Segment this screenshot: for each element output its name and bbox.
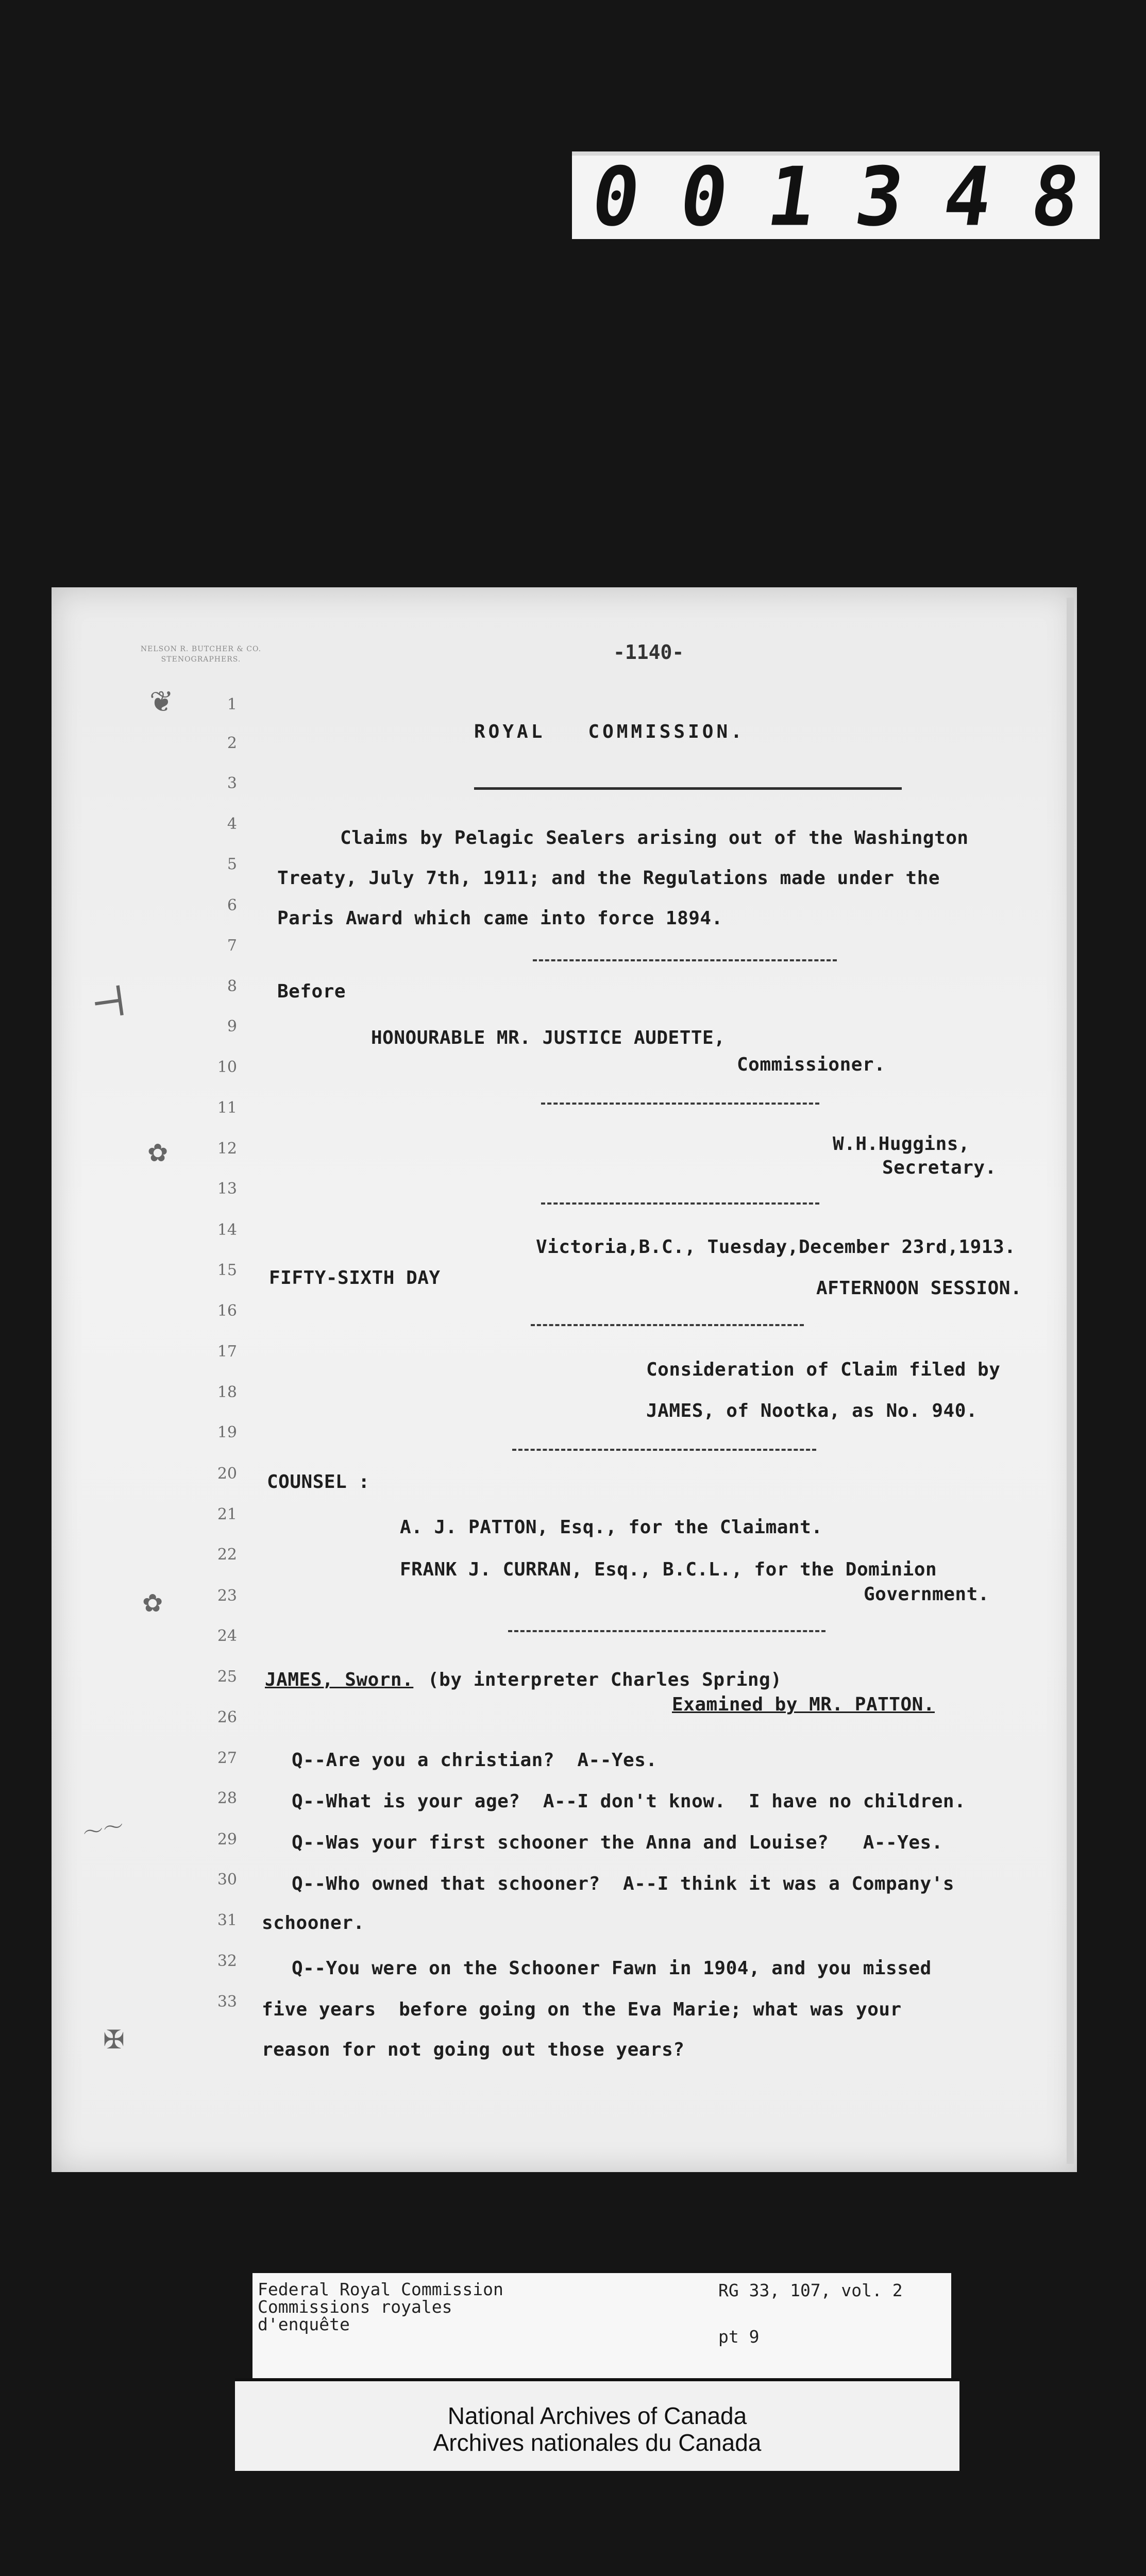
frame-digit: 1 xyxy=(762,150,822,245)
line-number: 23 xyxy=(217,1587,237,1605)
title-rule xyxy=(474,787,902,790)
before-label: Before xyxy=(277,981,346,1002)
margin-mark: ⊣ xyxy=(87,976,129,1029)
line-number: 27 xyxy=(217,1749,237,1767)
qa-line: schooner. xyxy=(262,1912,365,1934)
line-number: 9 xyxy=(227,1018,237,1036)
line-number: 26 xyxy=(217,1708,237,1726)
line-number: 1 xyxy=(227,696,237,714)
line-number: 30 xyxy=(217,1871,237,1889)
margin-mark: 〜〜 xyxy=(80,1814,126,1846)
archive-part: pt 9 xyxy=(718,2327,760,2347)
line-number: 24 xyxy=(217,1627,237,1645)
intro-line: Paris Award which came into force 1894. xyxy=(277,908,723,929)
page-number: -1140- xyxy=(613,641,684,664)
intro-line: Claims by Pelagic Sealers arising out of the Washington xyxy=(340,827,969,849)
counsel-entry: FRANK J. CURRAN, Esq., B.C.L., for the Dominion xyxy=(400,1559,937,1580)
line-number: 29 xyxy=(217,1831,237,1849)
qa-line: reason for not going out those years? xyxy=(262,2039,685,2060)
line-number: 31 xyxy=(217,1911,237,1929)
line-number: 14 xyxy=(217,1221,237,1239)
line-number: 10 xyxy=(217,1058,237,1076)
qa-line: Q--You were on the Schooner Fawn in 1904, and you missed xyxy=(292,1958,932,1979)
qa-line: Q--Was your first schooner the Anna and Louise? A--Yes. xyxy=(292,1832,943,1853)
line-number: 19 xyxy=(217,1423,237,1442)
line-number: 15 xyxy=(217,1261,237,1279)
counsel-heading: COUNSEL : xyxy=(267,1471,370,1493)
qa-line: Q--What is your age? A--I don't know. I have no children. xyxy=(292,1791,966,1812)
margin-mark: ✠ xyxy=(103,2025,125,2055)
qa-line: five years before going on the Eva Marie; what was your xyxy=(262,1999,902,2020)
line-number: 21 xyxy=(217,1505,237,1523)
margin-mark: ✿ xyxy=(142,1589,163,1618)
letterhead-line: STENOGRAPHERS. xyxy=(161,655,241,664)
line-number: 25 xyxy=(217,1668,237,1686)
session-day: FIFTY-SIXTH DAY xyxy=(269,1267,441,1289)
frame-digit: 8 xyxy=(1025,150,1086,245)
session-type: AFTERNOON SESSION. xyxy=(816,1278,1022,1299)
line-number: 20 xyxy=(217,1465,237,1483)
document-title: ROYAL COMMISSION. xyxy=(474,721,745,742)
section-rule xyxy=(533,959,837,961)
margin-mark: ❦ xyxy=(149,685,174,719)
frame-digit: 0 xyxy=(586,150,646,245)
archive-reference: RG 33, 107, vol. 2 xyxy=(718,2280,903,2300)
line-number: 6 xyxy=(227,896,237,914)
intro-line: Treaty, July 7th, 1911; and the Regulations made under the xyxy=(277,868,940,889)
archive-reference-label xyxy=(252,2273,951,2378)
line-number: 4 xyxy=(227,815,237,833)
claim-line: Consideration of Claim filed by xyxy=(646,1359,1001,1380)
letterhead-line: NELSON R. BUTCHER & CO. xyxy=(140,645,262,653)
qa-line: Q--Are you a christian? A--Yes. xyxy=(292,1750,658,1771)
page-edge xyxy=(1067,598,1074,2164)
archive-series-fr-2: d'enquête xyxy=(258,2314,350,2334)
examined-by: Examined by MR. PATTON. xyxy=(672,1694,935,1715)
line-number: 2 xyxy=(227,734,237,752)
line-number: 3 xyxy=(227,774,237,792)
secretary-name: W.H.Huggins, xyxy=(833,1133,970,1155)
line-number: 13 xyxy=(217,1180,237,1198)
frame-counter xyxy=(572,150,1100,245)
commissioner-title: Commissioner. xyxy=(737,1054,886,1075)
place-date: Victoria,B.C., Tuesday,December 23rd,1913. xyxy=(536,1236,1016,1258)
claim-line: JAMES, of Nootka, as No. 940. xyxy=(646,1400,978,1421)
line-number: 32 xyxy=(217,1952,237,1970)
line-number: 33 xyxy=(217,1993,237,2011)
letterhead xyxy=(103,644,299,665)
counsel-entry: A. J. PATTON, Esq., for the Claimant. xyxy=(400,1517,823,1538)
section-rule xyxy=(541,1202,819,1205)
line-number: 5 xyxy=(227,855,237,873)
secretary-title: Secretary. xyxy=(882,1157,997,1178)
witness-name: JAMES, Sworn. xyxy=(265,1669,414,1690)
interpreter-note: (by interpreter Charles Spring) xyxy=(428,1669,782,1690)
archives-name-en: National Archives of Canada xyxy=(447,2402,747,2429)
archives-banner xyxy=(235,2378,959,2471)
frame-digit: 3 xyxy=(850,150,910,245)
line-number: 11 xyxy=(217,1099,237,1117)
line-number: 12 xyxy=(217,1140,237,1158)
line-number: 16 xyxy=(217,1302,237,1320)
archive-series-en: Federal Royal Commission xyxy=(258,2279,503,2299)
section-rule xyxy=(531,1324,804,1326)
line-number: 17 xyxy=(217,1343,237,1361)
line-number: 22 xyxy=(217,1546,237,1564)
line-number: 8 xyxy=(227,977,237,995)
section-rule xyxy=(508,1630,825,1632)
section-rule xyxy=(512,1449,816,1451)
frame-digit: 0 xyxy=(673,150,734,245)
qa-line: Q--Who owned that schooner? A--I think it was a Company's xyxy=(292,1873,955,1894)
archives-name-fr: Archives nationales du Canada xyxy=(433,2429,762,2456)
section-rule xyxy=(541,1103,819,1105)
counsel-entry: Government. xyxy=(864,1584,989,1605)
margin-mark: ✿ xyxy=(147,1139,168,1167)
line-number: 18 xyxy=(217,1383,237,1401)
archive-series-fr: Commissions royales xyxy=(258,2297,452,2317)
line-number: 7 xyxy=(227,937,237,955)
line-number: 28 xyxy=(217,1789,237,1807)
frame-digit: 4 xyxy=(937,150,998,245)
commissioner-name: HONOURABLE MR. JUSTICE AUDETTE, xyxy=(371,1027,726,1048)
